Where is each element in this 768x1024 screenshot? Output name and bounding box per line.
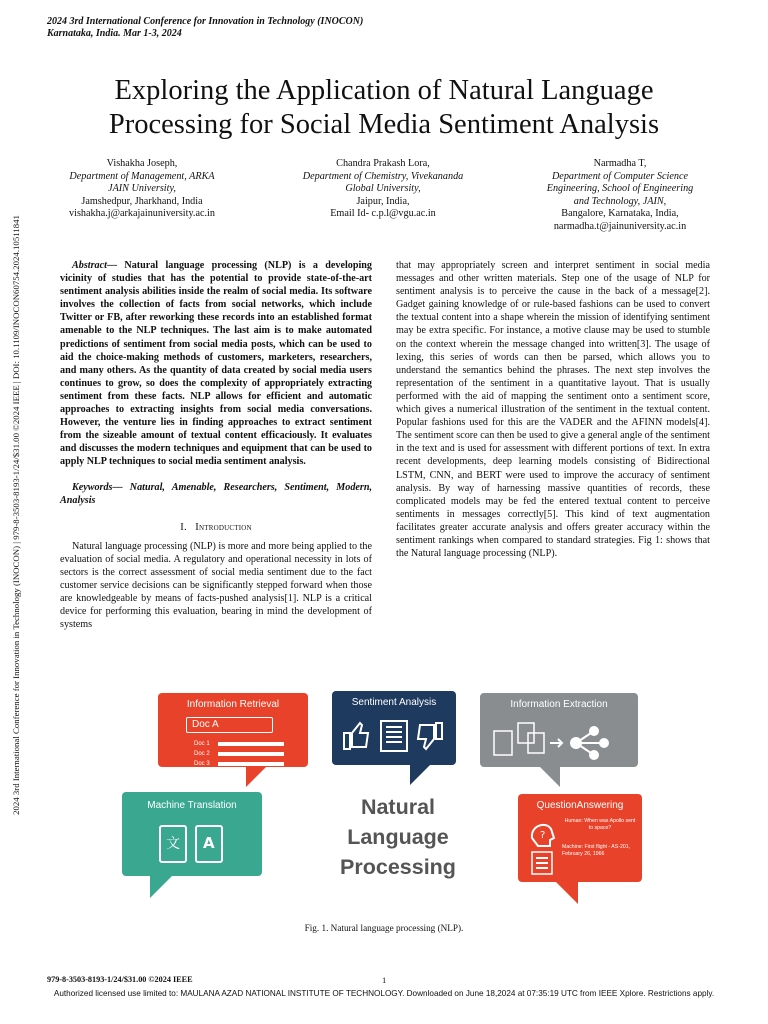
author-dept: Department of Management, ARKA [69,170,215,182]
doc-list [194,739,210,769]
head-question-icon [532,825,554,846]
translation-bubble [122,792,262,876]
document-icon [381,721,407,751]
conference-location: Karnataka, India. Mar 1-3, 2024 [47,28,182,39]
paper-title [40,74,728,142]
right-column [396,259,710,560]
title-line-1: Exploring the Application of Natural Language [114,75,654,106]
qa-machine-text: Machine: First flight - AS-201, February 26, 1966 [562,844,631,857]
conference-name: 2024 3rd International Conference for Innovation in Technology (INOCON) [47,16,364,27]
doc-item: Doc 3 [194,761,210,767]
author-block-2 [283,158,483,221]
doc-item: Doc 1 [194,741,210,747]
doc-a-label: Doc A [192,719,219,730]
author-place: Jaipur, India, [356,195,410,207]
bubble-tail [410,765,430,785]
intro-paragraph: Natural language processing (NLP) is more and more being applied to the evaluation of social media. A regulatory and operational necessity in lots of sectors is the correct assessment of social media sentiment due to the fact customer service decisions can be significantly stepped forward when those are knowledgeable by means of facts-pushed analysis[1]. NLP is a critical device for performing this evaluation, bearing in mind the development of systems [60,540,372,631]
license-notice: Authorized licensed use limited to: MAULANA AZAD NATIONAL INSTITUTE OF TECHNOLOGY. Downloaded on June 18,2024 at 07:35:19 UTC from IEEE Xplore. Restrictions apply. [53,989,715,998]
doc-bar [218,742,284,746]
author-block-1 [47,158,237,221]
svg-text:文: 文 [166,836,180,852]
author-email[interactable]: narmadha.t@jainuniversity.ac.in [553,220,687,232]
doi-sidebar [6,180,26,850]
translation-icons [156,818,236,872]
qa-title: QuestionAnswering [536,800,624,811]
title-line-2: Processing for Social Media Sentiment Analysis [108,109,660,140]
abstract-label: Abstract— [72,260,118,271]
abstract-text: Natural language processing (NLP) is a developing vicinity of studies that has the potential to provide state-of-the-art sentiment analysis abilities inside the realm of social media. Its software involves the collection of facts from social networks, which include Twitter or FB, after reworking these records into an established format amenable to the NLP techniques. The last aim is to make automated predictions of sentiment from social media posts, which can be used to aid the choice-making methods of customers, marketers, researchers, and many others. As the quantity of data created by social media users continues to grow, so does the complexity of appropriately extracting sentiment from these facts. NLP allows for efficient and automatic approaches to extracting insights from social media conversations. However, the venture lies in finding approaches to extract sentiment from the sizeable amount of textual content efficaciously. It evaluates and discusses the modern techniques and equipment that can be used to apply NLP techniques to social media sentiment analysis. [60,260,372,468]
language-card-icon [160,826,186,862]
qa-human-text: Human: When was Apollo sent to space? [564,818,636,831]
qa-bubble [518,794,642,882]
author-dept: JAIN University, [108,183,176,195]
info-retrieval-bubble [158,693,308,767]
doc-a-box [186,717,273,733]
info-extraction-bubble [480,693,638,767]
page-number: 1 [382,975,387,985]
nlp-line-1: Natural [360,795,436,819]
author-dept: Engineering, School of Engineering [546,183,694,195]
bubble-tail [150,876,172,898]
letter-a-card-icon [196,826,222,862]
nlp-figure [110,686,660,918]
arrow-right-icon [550,739,562,747]
nlp-line-3: Processing [340,855,456,879]
nlp-line-2: Language [347,825,449,849]
author-email[interactable]: vishakha.j@arkajainuniversity.ac.in [69,208,215,220]
doc-item: Doc 2 [194,751,210,757]
right-column-text: that may appropriately screen and interpret sentiment in social media messages and other written materials. Step one of the usage of NLP for sentiment analysis is to perceive the cause in the back of a message[2]. Gadget gaining knowledge of or rule-based fashions can be used to convert the textual content into a shape wherein the mission of identifying sentiment may be extra specific. For instance, a motive clause may be used to stumble on the context wherein the message changed into written[3]. The usage of lexing, this series of words can then be parsed, which allows you to understand the semantics behind the phrases. The next step involves the representation of the sentiment in a quantitative layout. That is usually performed with the aid of mapping the sentiment onto a sentiment score, which gives a numerical illustration of the sentiment in the textual content. Popular fashions used for this are the VADER and the AFINN models[4]. The sentiment score can then be used to give a general angle of the sentiment in the text and is used for assessment with different portions of text. In extra recent developments, deep learning models consisting of Bidirectional LSTM, CNN, and BERT were used to improve the accuracy of sentiment analysis. By way of harnessing massive quantities of records, these complicated models may be fed the entered textual content to perceive sentiments in messages correctly[5]. This kind of text augmentation facilitates greater accurate analysis and offers greater accuracy within the sentiment rankings when compared to standard strategies. Fig 1: shows that the Natural language processing (NLP). [396,260,710,560]
info-extraction-title: Information Extraction [510,699,608,710]
section-number: I. [180,521,187,533]
sentiment-icons [340,717,448,757]
info-retrieval-title: Information Retrieval [186,699,280,710]
author-name: Vishakha Joseph, [106,158,178,169]
author-dept: Global University, [345,183,421,195]
doc-bar [218,762,284,766]
author-place: Bangalore, Karnataka, India, [561,208,679,220]
author-place: Jamshedpur, Jharkhand, India [81,195,203,207]
section-heading [60,521,372,534]
author-dept: Department of Computer Science [551,170,689,182]
keywords-text: Natural, Amenable, Researchers, Sentiment, Modern, Analysis [60,481,372,506]
translation-title: Machine Translation [147,800,237,811]
author-name: Narmadha T, [593,158,647,169]
sentiment-bubble [332,691,456,765]
qa-icons [528,816,558,876]
section-title: Introduction [195,521,252,533]
conference-header [47,16,363,40]
bubble-tail [540,767,560,787]
thumbs-up-icon [344,723,368,749]
network-icon [571,727,608,759]
doc-bar [218,752,284,756]
sentiment-title: Sentiment Analysis [351,697,437,708]
extraction-icons [490,719,630,763]
svg-text:?: ? [540,830,546,841]
bubble-tail [246,767,266,787]
svg-text:A: A [203,834,215,852]
keywords [60,481,372,507]
keywords-label: Keywords— [72,481,123,493]
author-email[interactable]: Email Id- c.p.l@vgu.ac.in [330,208,436,220]
thumbs-down-icon [418,723,442,749]
author-name: Chandra Prakash Lora, [336,158,430,169]
left-column [60,259,372,631]
doi-sidebar-text: 2024 3rd International Conference for Innovation in Technology (INOCON) | 979-8-3503-8193-1/24/$31.00 ©2024 IEEE | DOI: 10.1109/INOCON60754.2024.10511841 [11,215,21,815]
document-icon [532,852,552,874]
abstract [60,259,372,469]
author-dept: and Technology, JAIN, [573,195,667,207]
bubble-tail [556,882,578,904]
author-dept: Department of Chemistry, Vivekananda [302,170,464,182]
nlp-center-title [330,792,466,882]
document-stack-icon [494,723,544,755]
footer-isbn: 979-8-3503-8193-1/24/$31.00 ©2024 IEEE [47,975,193,984]
figure-caption: Fig. 1. Natural language processing (NLP). [304,923,464,933]
author-block-3 [520,158,720,234]
